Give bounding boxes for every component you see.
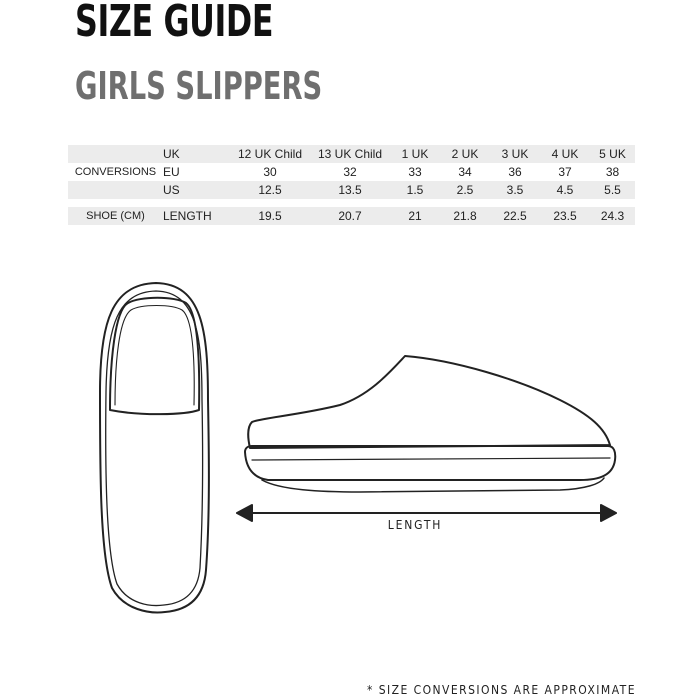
length-label: LENGTH [387,518,443,532]
slipper-side-view [245,356,615,492]
table-cell: 3 UK [490,145,540,163]
slipper-top-inner-edge [106,291,203,606]
table-cell: 24.3 [590,207,635,225]
table-cell: 13.5 [310,181,390,199]
row-unit-us: US [163,181,230,199]
table-cell: 5 UK [590,145,635,163]
table-cell: 38 [605,165,620,179]
slipper-side-sole-line [252,458,610,460]
table-cell: 34 [458,165,472,179]
table-cell: 13 UK Child [310,145,390,163]
table-cell: 30 [263,165,277,179]
table-cell: 1 UK [390,145,440,163]
slipper-top-opening-lining [115,306,194,406]
table-cell: 12.5 [230,181,310,199]
arrow-right-icon [601,505,616,521]
table-cell: 5.5 [590,181,635,199]
table-cell: 32 [343,165,357,179]
table-cell: 36 [508,165,522,179]
table-cell: 20.7 [310,207,390,225]
table-cell: 37 [558,165,572,179]
footnote: * SIZE CONVERSIONS ARE APPROXIMATE [367,683,636,697]
table-cell: 21.8 [440,207,490,225]
table-cell: 4.5 [540,181,590,199]
table-cell: 3.5 [490,181,540,199]
table-cell: 1.5 [390,181,440,199]
row-unit-length: LENGTH [163,207,230,225]
slipper-side-upper [248,356,610,448]
slipper-side-sole [245,446,615,480]
arrow-left-icon [237,505,252,521]
table-cell: 4 UK [540,145,590,163]
table-cell: 22.5 [490,207,540,225]
row-unit-uk: UK [163,145,230,163]
row-unit-eu: EU [163,165,180,179]
table-cell: 12 UK Child [230,145,310,163]
table-cell: 2.5 [440,181,490,199]
table-cell: 33 [408,165,422,179]
table-cell: 21 [390,207,440,225]
page-title: SIZE GUIDE [75,0,274,47]
table-cell: 19.5 [230,207,310,225]
table-cell: 23.5 [540,207,590,225]
slipper-top-view [100,283,209,612]
shoe-cm-label: SHOE (CM) [68,207,163,225]
page-subtitle: GIRLS SLIPPERS [75,64,323,108]
conversions-label: CONVERSIONS [74,166,157,178]
table-cell: 2 UK [440,145,490,163]
